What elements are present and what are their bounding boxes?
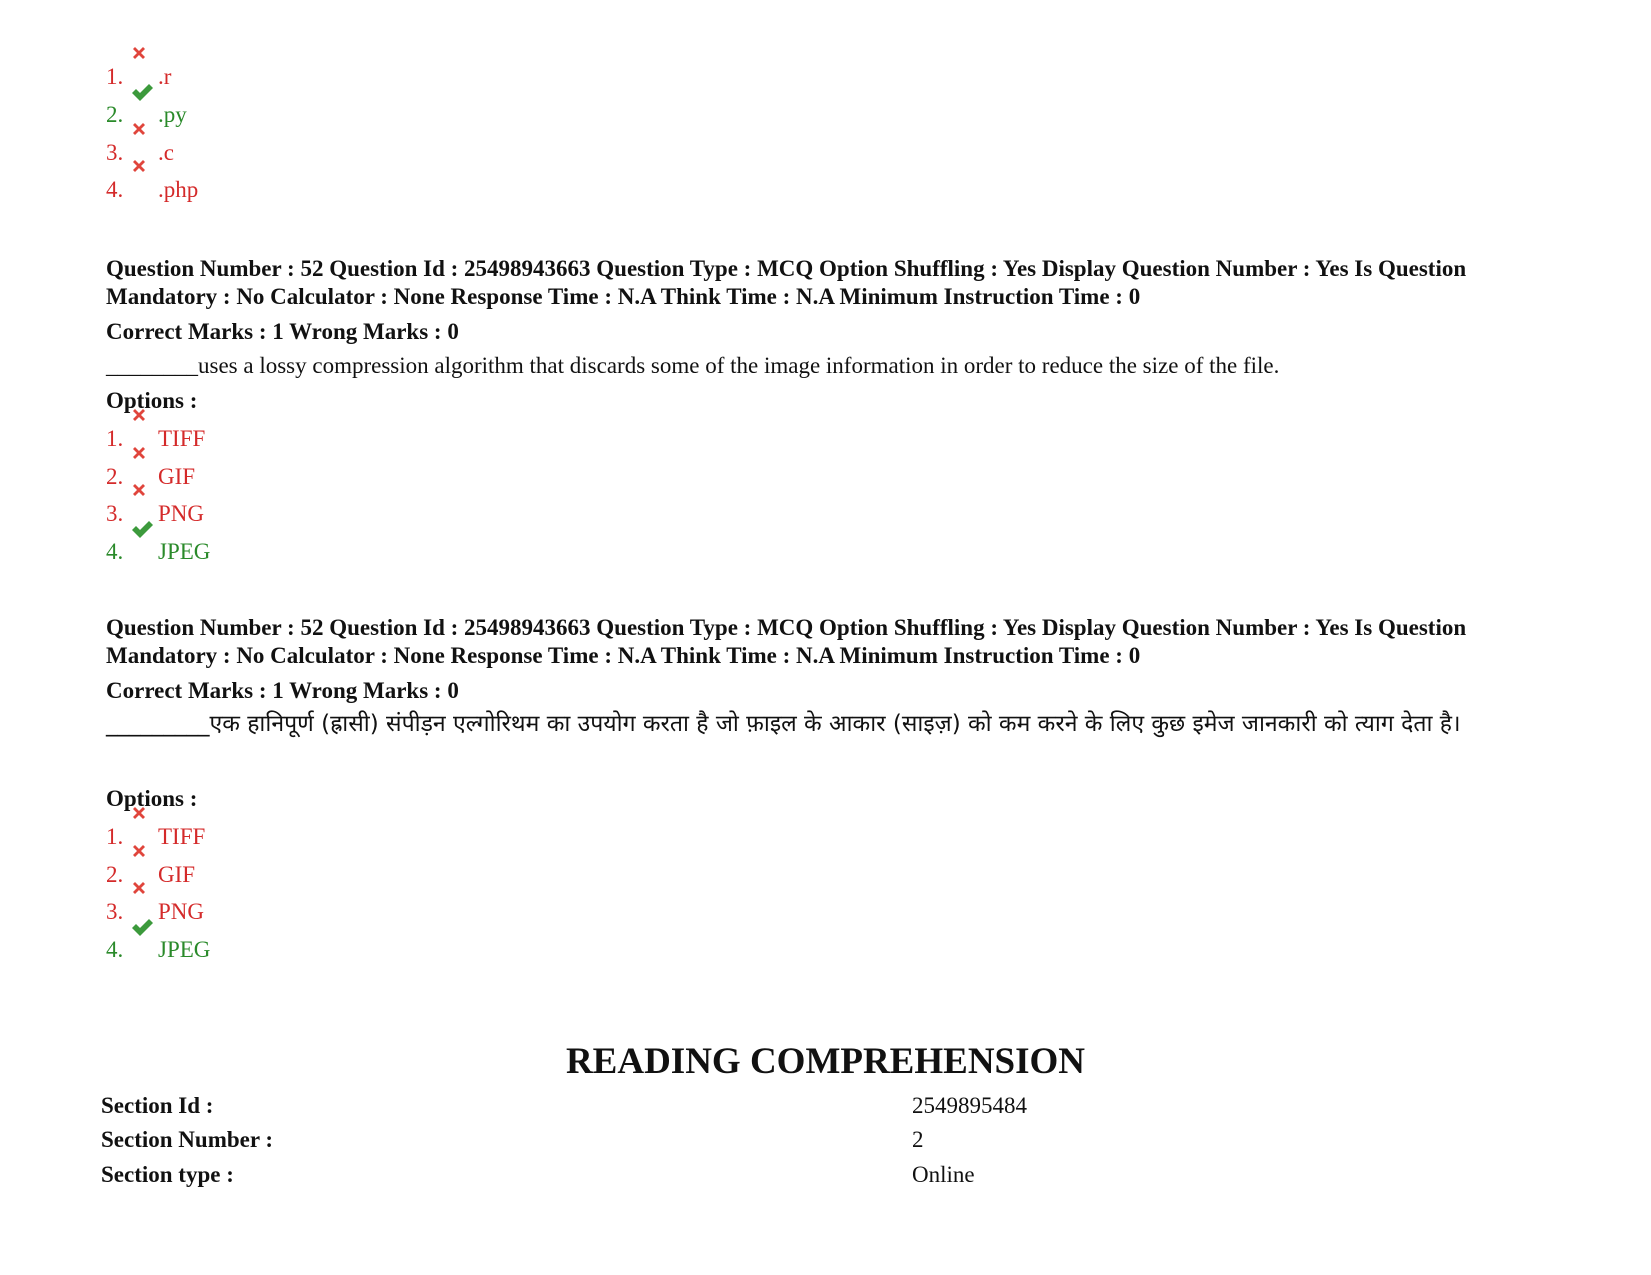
option-text: .c <box>158 140 174 165</box>
option-number: 1. <box>106 426 124 451</box>
option-item <box>106 935 210 963</box>
option-item <box>106 822 205 850</box>
section-id-label: Section Id : <box>101 1093 214 1118</box>
question-meta: Question Number : 52 Question Id : 25498943663 Question Type : MCQ Option Shuffling : Yes Display Question Number : Yes Is Question Mandatory : No Calculator : None Response Time : N.A Think Time : N.A Minimum Instruction Time : 0 <box>106 256 1467 309</box>
check-icon <box>130 935 158 957</box>
option-number: 2. <box>106 862 124 887</box>
cross-icon <box>130 897 158 919</box>
section-type-value: Online <box>912 1162 975 1187</box>
option-text: GIF <box>158 464 196 489</box>
option-text: .py <box>158 102 187 127</box>
option-number: 4. <box>106 539 124 564</box>
option-number: 2. <box>106 464 124 489</box>
question-marks: Correct Marks : 1 Wrong Marks : 0 <box>106 319 459 344</box>
option-number: 3. <box>106 140 124 165</box>
option-text: PNG <box>158 899 205 924</box>
options-label: Options : <box>106 388 198 413</box>
cross-icon <box>130 62 158 84</box>
option-text: TIFF <box>158 824 206 849</box>
option-text: JPEG <box>158 539 211 564</box>
cross-icon <box>130 499 158 521</box>
option-text: TIFF <box>158 426 206 451</box>
option-text: PNG <box>158 501 205 526</box>
option-item <box>106 860 195 888</box>
option-number: 3. <box>106 899 124 924</box>
section-number-label: Section Number : <box>101 1127 274 1152</box>
option-text: .r <box>158 64 172 89</box>
section-title: READING COMPREHENSION <box>565 1041 1086 1082</box>
option-number: 2. <box>106 102 124 127</box>
question-marks: Correct Marks : 1 Wrong Marks : 0 <box>106 678 459 703</box>
option-item <box>106 537 210 565</box>
option-number: 4. <box>106 177 124 202</box>
cross-icon <box>130 424 158 446</box>
option-item <box>106 424 205 452</box>
option-number: 3. <box>106 501 124 526</box>
option-number: 1. <box>106 64 124 89</box>
option-text: JPEG <box>158 937 211 962</box>
cross-icon <box>130 822 158 844</box>
check-icon <box>130 537 158 559</box>
section-number-value: 2 <box>912 1127 924 1152</box>
section-type-label: Section type : <box>101 1162 234 1187</box>
option-item <box>106 462 195 490</box>
section-id-value: 2549895484 <box>912 1093 1027 1118</box>
option-text: .php <box>158 177 199 202</box>
options-label: Options : <box>106 786 198 811</box>
option-item <box>106 499 204 527</box>
question-text: ________uses a lossy compression algorithm that discards some of the image information in order to reduce the size of the file. <box>106 353 1280 378</box>
option-item <box>106 175 198 203</box>
question-meta: Question Number : 52 Question Id : 25498943663 Question Type : MCQ Option Shuffling : Yes Display Question Number : Yes Is Question Mandatory : No Calculator : None Response Time : N.A Think Time : N.A Minimum Instruction Time : 0 <box>106 615 1467 668</box>
option-number: 4. <box>106 937 124 962</box>
check-icon <box>130 100 158 122</box>
cross-icon <box>130 175 158 197</box>
question-text: _________एक हानिपूर्ण (ह्रासी) संपीड़न एल्गोरिथम का उपयोग करता है जो फ़ाइल के आकार (साइज़) को कम करने के लिए कुछ इमेज जानकारी को त्याग देता है। <box>106 711 1461 737</box>
option-text: GIF <box>158 862 196 887</box>
option-number: 1. <box>106 824 124 849</box>
option-item <box>106 897 204 925</box>
